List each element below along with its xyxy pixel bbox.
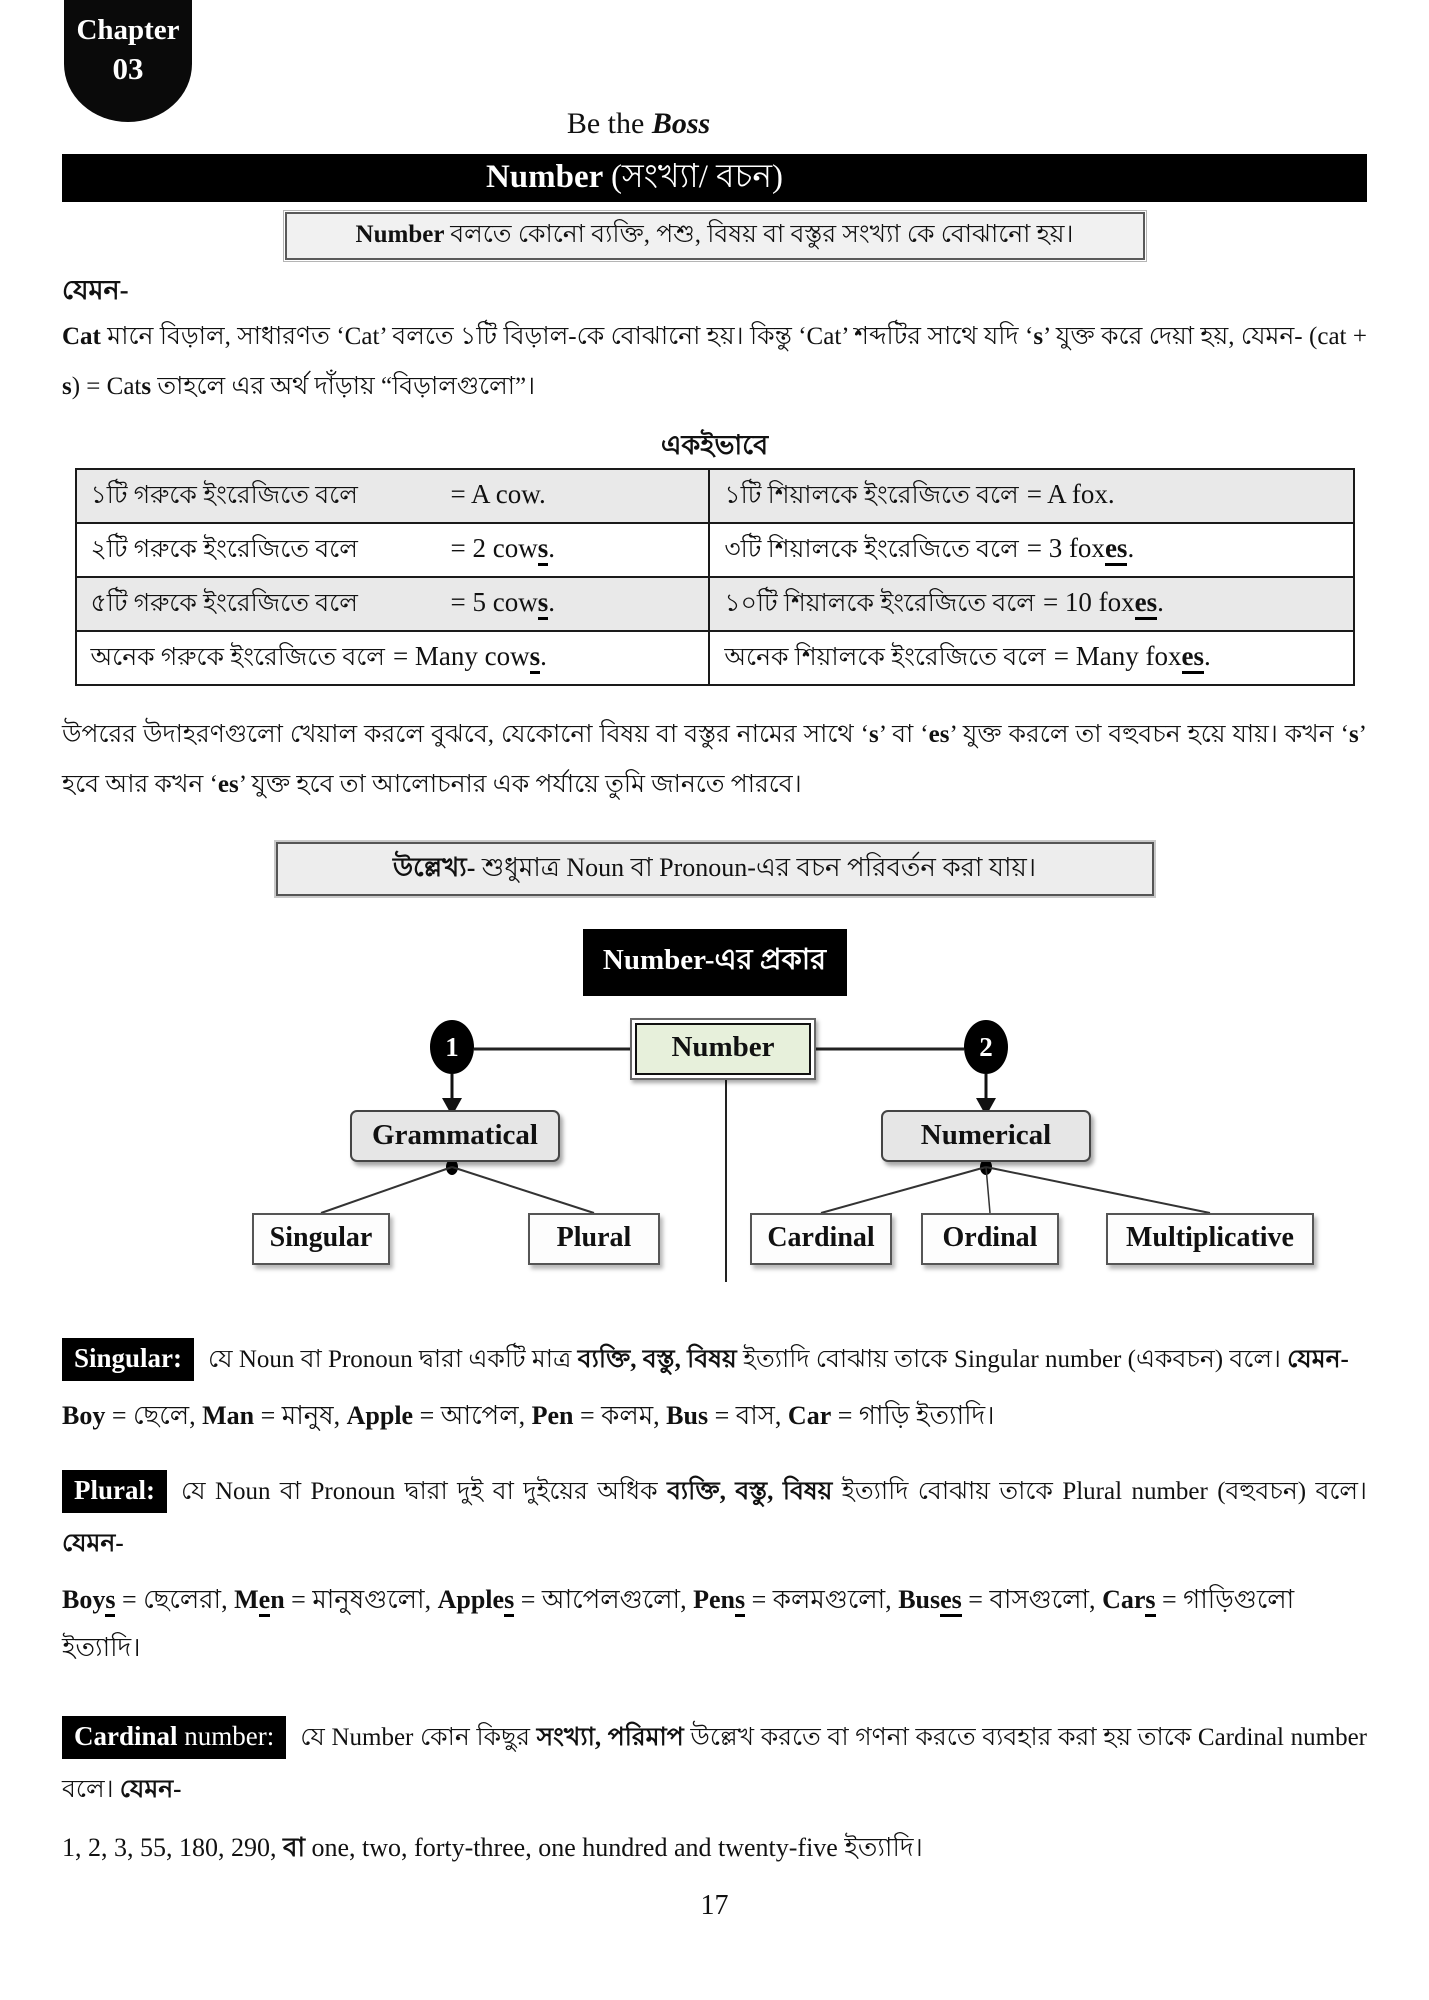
english-phrase: = A cow. <box>450 478 546 509</box>
english-phrase: = Many foxes. <box>1054 641 1211 671</box>
singular-examples: Boy = ছেলে, Man = মানুষ, Apple = আপেল, Pen = কলম, Bus = বাস, Car = গাড়ি ইত্যাদি। <box>62 1401 995 1430</box>
diagram-node-plural: Plural <box>528 1213 660 1265</box>
diagram-root-label: Number <box>635 1023 811 1075</box>
table-cell <box>709 631 1353 685</box>
chapter-badge-number: 03 <box>112 51 144 86</box>
types-heading: Number-এর প্রকার <box>583 929 847 996</box>
bengali-phrase: ১০টি শিয়ালকে ইংরেজিতে বলে <box>724 589 1035 617</box>
english-phrase: = 10 foxes. <box>1043 587 1164 617</box>
table-row <box>76 631 1354 685</box>
plural-definition <box>62 1466 1367 1570</box>
table-cell <box>76 469 710 523</box>
chapter-title-text: Number (সংখ্যা/ বচন) <box>485 159 784 195</box>
table-cell <box>709 469 1353 523</box>
table-row <box>76 523 1354 577</box>
diagram-root-box <box>630 1018 816 1080</box>
chapter-title-banner <box>62 154 1367 202</box>
definition-box <box>285 212 1145 260</box>
english-phrase: = 3 foxes. <box>1027 533 1134 563</box>
tagline-boss: Boss <box>651 107 711 140</box>
bengali-phrase: ১টি গরুকে ইংরেজিতে বলে <box>90 481 358 509</box>
table-cell <box>709 577 1353 631</box>
english-phrase: = A fox. <box>1026 478 1115 509</box>
observation-paragraph: উপরের উদাহরণগুলো খেয়াল করলে বুঝবে, যেকোনো বিষয় বা বস্তুর নামের সাথে ‘s’ বা ‘es’ যুক্ত করলে তা বহুবচন হয়ে যায়। কখন ‘s’ হবে আর কখন ‘es’ যুক্ত হবে তা আলোচনার এক পর্যায়ে তুমি জানতে পারবে। <box>62 721 1367 798</box>
page-number: 17 <box>700 1890 729 1921</box>
table-cell <box>709 523 1353 577</box>
example-lead: যেমন- <box>62 275 129 305</box>
diagram-node-grammatical: Grammatical <box>350 1110 560 1162</box>
table-cell <box>76 631 710 685</box>
cardinal-body: যে Number কোন কিছুর সংখ্যা, পরিমাপ উল্লেখ করতে বা গণনা করতে ব্যবহার করা হয় তাকে Cardinal number বলে। যেমন- <box>62 1724 1367 1803</box>
english-phrase: = 2 cows. <box>451 533 555 563</box>
note-box <box>276 842 1154 896</box>
examples-table <box>75 468 1355 686</box>
plural-body: যে Noun বা Pronoun দ্বারা দুই বা দুইয়ের অধিক ব্যক্তি, বস্তু, বিষয় ইত্যাদি বোঝায় তাকে Plural number (বহুবচন) বলে। যেমন- <box>62 1478 1368 1557</box>
diagram-node-singular: Singular <box>252 1213 390 1265</box>
bengali-phrase: অনেক শিয়ালকে ইংরেজিতে বলে <box>724 643 1046 671</box>
bengali-phrase: অনেক গরুকে ইংরেজিতে বলে <box>90 643 385 671</box>
plural-label: Plural: <box>62 1470 167 1513</box>
note-text: উল্লেখ্য- শুধুমাত্র Noun বা Pronoun-এর বচন পরিবর্তন করা যায়। <box>392 853 1037 882</box>
bengali-phrase: ৫টি গরুকে ইংরেজিতে বলে <box>90 589 358 617</box>
book-tagline <box>0 0 1353 144</box>
number-types-diagram <box>0 1012 1429 1304</box>
table-cell <box>76 523 710 577</box>
bengali-phrase: ১টি শিয়ালকে ইংরেজিতে বলে <box>724 481 1019 509</box>
diagram-marker-2: 2 <box>964 1020 1008 1074</box>
singular-label: Singular: <box>62 1338 194 1381</box>
diagram-marker-1: 1 <box>430 1020 474 1074</box>
cardinal-definition <box>62 1712 1367 1816</box>
definition-text: Number বলতে কোনো ব্যক্তি, পশু, বিষয় বা বস্তুর সংখ্যা কে বোঝানো হয়। <box>355 221 1074 248</box>
plural-examples: Boys = ছেলেরা, Men = মানুষগুলো, Apples = আপেলগুলো, Pens = কলমগুলো, Buses = বাসগুলো, Cars = গাড়িগুলো ইত্যাদি। <box>62 1585 1295 1662</box>
cardinal-label: Cardinal number: <box>62 1716 286 1759</box>
singular-body: যে Noun বা Pronoun দ্বারা একটি মাত্র ব্যক্তি, বস্তু, বিষয় ইত্যাদি বোঝায় তাকে Singular number (একবচন) বলে। যেমন- <box>208 1346 1349 1373</box>
singular-definition <box>62 1334 1367 1386</box>
bengali-phrase: ৩টি শিয়ালকে ইংরেজিতে বলে <box>724 535 1019 563</box>
english-phrase: = Many cows. <box>393 641 547 671</box>
diagram-node-ordinal: Ordinal <box>921 1213 1059 1265</box>
chapter-badge-word: Chapter <box>76 14 180 46</box>
similarly-heading: একইভাবে <box>660 430 769 460</box>
tagline-prefix: Be the <box>566 107 652 140</box>
intro-paragraph: Cat মানে বিড়াল, সাধারণত ‘Cat’ বলতে ১টি বিড়াল-কে বোঝানো হয়। কিন্তু ‘Cat’ শব্দটির সাথে যদি ‘s’ যুক্ত করে দেয়া হয়, যেমন- (cat + s) = Cats তাহলে এর অর্থ দাঁড়ায় “বিড়ালগুলো”। <box>62 323 1368 400</box>
table-cell <box>76 577 710 631</box>
cardinal-examples: 1, 2, 3, 55, 180, 290, বা one, two, forty-three, one hundred and twenty-five ইত্যাদি। <box>62 1833 923 1862</box>
table-row <box>76 469 1354 523</box>
diagram-node-numerical: Numerical <box>881 1110 1091 1162</box>
table-row <box>76 577 1354 631</box>
diagram-node-cardinal: Cardinal <box>750 1213 892 1265</box>
english-phrase: = 5 cows. <box>451 587 555 617</box>
diagram-node-multiplicative: Multiplicative <box>1106 1213 1314 1265</box>
bengali-phrase: ২টি গরুকে ইংরেজিতে বলে <box>90 535 358 563</box>
